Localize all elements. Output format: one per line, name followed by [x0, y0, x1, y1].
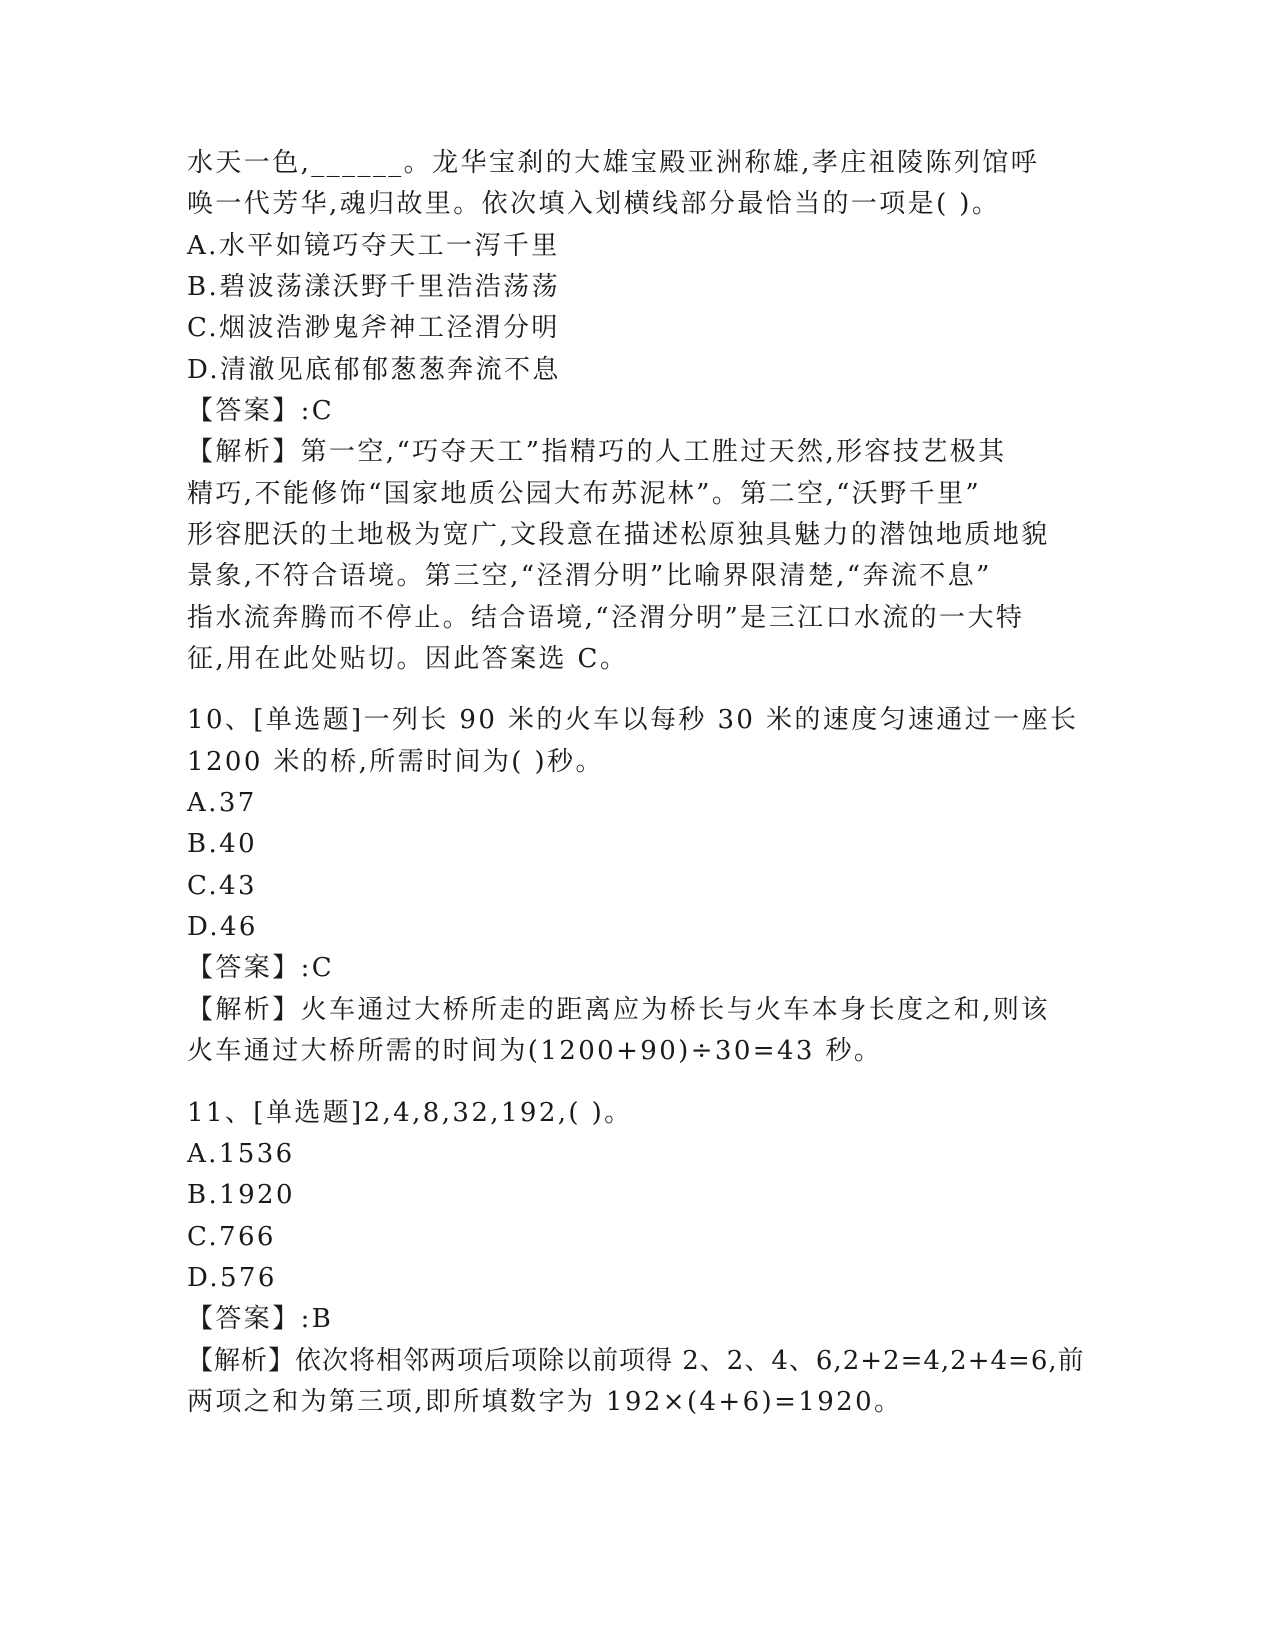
analysis-line: 指水流奔腾而不停止。结合语境,“泾渭分明”是三江口水流的一大特: [187, 603, 1025, 633]
analysis-line: 【解析】依次将相邻两项后项除以前项得 2、2、4、6,2+2=4,2+4=6,前: [187, 1346, 1085, 1376]
analysis-line: 【解析】火车通过大桥所走的距离应为桥长与火车本身长度之和,则该: [187, 995, 1050, 1025]
analysis-line: 精巧,不能修饰“国家地质公园大布苏泥林”。第二空,“沃野千里”: [187, 479, 982, 509]
option-a: A.水平如镜巧夺天工一泻千里: [187, 231, 560, 261]
answer-line: 【答案】:C: [187, 396, 335, 426]
analysis-line: 景象,不符合语境。第三空,“泾渭分明”比喻界限清楚,“奔流不息”: [187, 561, 992, 591]
question-stem-line: 11、[单选题]2,4,8,32,192,( )。: [187, 1098, 633, 1128]
option-c: C.766: [187, 1222, 276, 1252]
question-stem-line: 1200 米的桥,所需时间为( )秒。: [187, 747, 604, 777]
option-b: B.1920: [187, 1180, 295, 1210]
question-stem-line: 唤一代芳华,魂归故里。依次填入划横线部分最恰当的一项是( )。: [187, 189, 1001, 219]
option-d: D.46: [187, 912, 258, 942]
option-c: C.43: [187, 871, 257, 901]
option-d: D.清澈见底郁郁葱葱奔流不息: [187, 355, 561, 385]
option-c: C.烟波浩渺鬼斧神工泾渭分明: [187, 313, 560, 343]
option-a: A.37: [187, 788, 257, 818]
option-b: B.碧波荡漾沃野千里浩浩荡荡: [187, 272, 560, 302]
option-a: A.1536: [187, 1139, 295, 1169]
analysis-line: 形容肥沃的土地极为宽广,文段意在描述松原独具魅力的潜蚀地质地貌: [187, 520, 1050, 550]
option-d: D.576: [187, 1263, 277, 1293]
analysis-line: 征,用在此处贴切。因此答案选 C。: [187, 644, 629, 674]
answer-line: 【答案】:B: [187, 1304, 334, 1334]
analysis-line: 两项之和为第三项,即所填数字为 192×(4+6)=1920。: [187, 1387, 903, 1417]
option-b: B.40: [187, 829, 258, 859]
question-stem-line: 10、[单选题]一列长 90 米的火车以每秒 30 米的速度匀速通过一座长: [187, 705, 1079, 735]
analysis-line: 【解析】第一空,“巧夺天工”指精巧的人工胜过天然,形容技艺极其: [187, 437, 1007, 467]
analysis-line: 火车通过大桥所需的时间为(1200+90)÷30=43 秒。: [187, 1036, 883, 1066]
question-stem-line: 水天一色,______。龙华宝刹的大雄宝殿亚洲称雄,孝庄祖陵陈列馆呼: [187, 148, 1040, 178]
answer-line: 【答案】:C: [187, 953, 335, 983]
